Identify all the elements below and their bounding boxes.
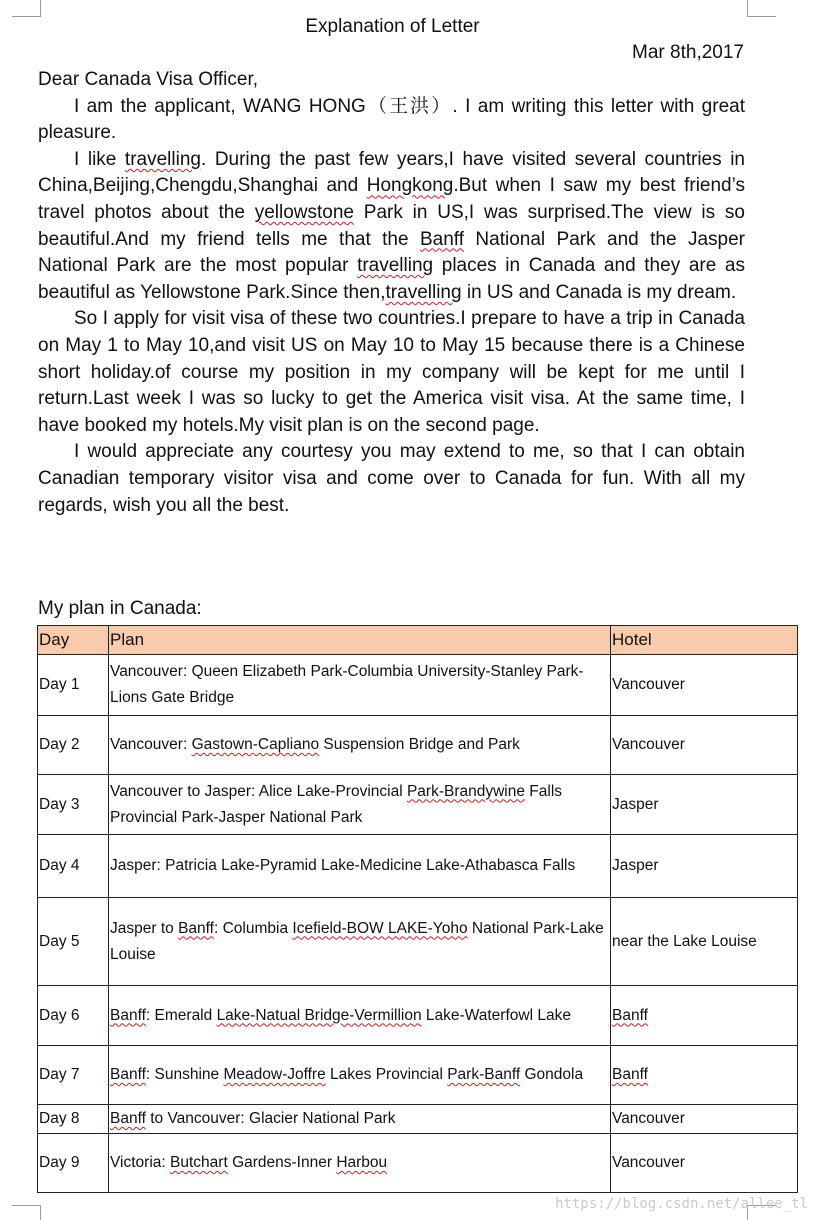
plan-cell bbox=[109, 986, 611, 1046]
plan-table bbox=[37, 625, 798, 1193]
hotel-cell bbox=[611, 1134, 798, 1193]
table-row bbox=[38, 716, 798, 775]
spellcheck-flagged-word: Park-Banff bbox=[447, 1066, 521, 1083]
plan-cell bbox=[109, 1134, 611, 1193]
day-cell: Day 4 bbox=[38, 835, 109, 898]
plan-cell bbox=[109, 898, 611, 986]
text-run: Falls Provincial Park-Jasper National Park bbox=[110, 782, 563, 826]
table-row bbox=[38, 655, 798, 716]
text-run: places in Canada and they are as beautiful as Yellowstone Park.Since then, bbox=[38, 255, 746, 303]
spellcheck-flagged-word: travelling bbox=[357, 255, 434, 277]
spellcheck-flagged-word: Hongkong bbox=[366, 175, 454, 197]
spellcheck-flagged-word: yellowstone bbox=[254, 201, 354, 223]
plan-cell bbox=[109, 1046, 611, 1105]
day-cell: Day 5 bbox=[38, 898, 109, 986]
table-row bbox=[38, 835, 798, 898]
spellcheck-flagged-word: Gastown-Capliano bbox=[191, 736, 320, 753]
spellcheck-flagged-word: Butchart bbox=[170, 1154, 228, 1171]
spellcheck-flagged-word: Harbou bbox=[336, 1154, 388, 1171]
spellcheck-flagged-word: Banff bbox=[110, 1006, 146, 1024]
text-run: in US and Canada is my dream. bbox=[461, 281, 737, 303]
text-run: Gardens-Inner bbox=[227, 1154, 337, 1171]
document-date: Mar 8th,2017 bbox=[632, 42, 744, 63]
hotel-cell bbox=[611, 1105, 798, 1134]
letter-paragraph-3: So I apply for visit visa of these two countries.I prepare to have a trip in Canada on May 1 to May 10,and visit US on May 10 to May 15 because there is a Chinese short holiday.of course my position in my company will be kept for me until I return.Last week I was so lucky to get the America visit visa. At the same time, I have booked my hotels.My visit plan is on the second page. bbox=[38, 308, 745, 436]
text-run: Jasper to bbox=[110, 919, 179, 937]
letter-paragraph-1: I am the applicant, WANG HONG（王洪）. I am writing this letter with great pleasure. bbox=[38, 95, 745, 144]
table-row bbox=[38, 1134, 798, 1193]
header-day: Day bbox=[38, 626, 109, 655]
day-cell: Day 9 bbox=[38, 1134, 109, 1193]
text-run: Vancouver: bbox=[110, 736, 192, 753]
hotel-cell bbox=[611, 835, 798, 898]
plan-cell bbox=[109, 716, 611, 775]
spellcheck-flagged-word: Banff bbox=[612, 1006, 648, 1024]
day-cell: Day 3 bbox=[38, 775, 109, 835]
watermark: https://blog.csdn.net/allee_tl bbox=[555, 1196, 808, 1212]
hotel-cell bbox=[611, 898, 798, 986]
text-run: .But when I saw my best friend’s travel photos about the bbox=[38, 175, 745, 223]
spellcheck-flagged-word: Banff bbox=[110, 1066, 146, 1083]
spellcheck-flagged-word: Banff bbox=[110, 1110, 146, 1127]
letter-body bbox=[38, 67, 745, 519]
text-run: Jasper bbox=[612, 795, 659, 813]
hotel-cell bbox=[611, 986, 798, 1046]
text-run: Jasper bbox=[612, 857, 659, 874]
letter-salutation: Dear Canada Visa Officer, bbox=[38, 69, 259, 90]
day-cell: Day 7 bbox=[38, 1046, 109, 1105]
spellcheck-flagged-word: Icefield-BOW LAKE-Yoho bbox=[292, 919, 468, 937]
text-run: Park in US,I was surprised.The view is so beautiful.And my friend tells me that the bbox=[38, 201, 745, 250]
text-run: Lake-Waterfowl Lake bbox=[421, 1006, 571, 1024]
hotel-cell bbox=[611, 655, 798, 716]
text-run: Vancouver bbox=[612, 736, 685, 753]
text-run: National Park-Lake Louise bbox=[110, 919, 604, 963]
table-row bbox=[38, 775, 798, 835]
text-run: Victoria: bbox=[110, 1154, 171, 1171]
day-cell: Day 2 bbox=[38, 716, 109, 775]
spellcheck-flagged-word: Banff bbox=[178, 919, 214, 937]
day-cell: Day 8 bbox=[38, 1105, 109, 1134]
page-corner-mark bbox=[12, 0, 41, 17]
text-run: Suspension Bridge and Park bbox=[319, 736, 520, 753]
text-run: Vancouver bbox=[612, 1110, 685, 1127]
hotel-cell bbox=[611, 775, 798, 835]
spellcheck-flagged-word: travelling bbox=[124, 148, 201, 170]
letter-paragraph-4: I would appreciate any courtesy you may extend to me, so that I can obtain Canadian temporary visitor visa and come over to Canada for fun. With all my regards, wish you all the best. bbox=[38, 441, 745, 516]
table-row bbox=[38, 1046, 798, 1105]
hotel-cell bbox=[611, 716, 798, 775]
text-run: : Sunshine bbox=[145, 1066, 224, 1083]
plan-title: My plan in Canada: bbox=[38, 598, 202, 619]
hotel-cell bbox=[611, 1046, 798, 1105]
letter-paragraph-2 bbox=[38, 147, 745, 307]
text-run: near the Lake Louise bbox=[612, 932, 757, 950]
page-corner-mark bbox=[12, 1205, 41, 1220]
spellcheck-flagged-word: travelling bbox=[385, 281, 462, 303]
document-title: Explanation of Letter bbox=[305, 16, 480, 37]
spellcheck-flagged-word: Meadow-Joffre bbox=[223, 1066, 326, 1083]
text-run: Jasper: Patricia Lake-Pyramid Lake-Medicine Lake-Athabasca Falls bbox=[110, 857, 576, 874]
plan-cell bbox=[109, 775, 611, 835]
text-run: Vancouver: Queen Elizabeth Park-Columbia University-Stanley Park-Lions Gate Bridge bbox=[110, 663, 584, 706]
spellcheck-flagged-word: Park-Brandywine bbox=[406, 782, 525, 800]
table-row bbox=[38, 1105, 798, 1134]
day-cell: Day 6 bbox=[38, 986, 109, 1046]
day-cell: Day 1 bbox=[38, 655, 109, 716]
table-row bbox=[38, 986, 798, 1046]
spellcheck-flagged-word: Banff bbox=[612, 1066, 648, 1083]
text-run: Vancouver bbox=[612, 1154, 685, 1171]
header-hotel: Hotel bbox=[611, 626, 798, 655]
text-run: Vancouver to Jasper: Alice Lake-Provincial bbox=[110, 782, 407, 800]
text-run: Lakes Provincial bbox=[325, 1066, 448, 1083]
text-run: National Park and the Jasper National Park are the most popular bbox=[38, 228, 746, 277]
text-run: : Emerald bbox=[145, 1006, 217, 1024]
plan-cell bbox=[109, 655, 611, 716]
header-plan: Plan bbox=[109, 626, 611, 655]
page-corner-mark bbox=[747, 0, 776, 17]
text-run: . During the past few years,I have visited several countries in China,Beijing,Chengdu,Shanghai and bbox=[38, 148, 745, 197]
spellcheck-flagged-word: Banff bbox=[419, 228, 465, 250]
plan-cell bbox=[109, 1105, 611, 1134]
text-run: to Vancouver: Glacier National Park bbox=[145, 1110, 396, 1127]
text-run: Gondola bbox=[520, 1066, 584, 1083]
text-run: : Columbia bbox=[213, 919, 293, 937]
spellcheck-flagged-word: Lake-Natual Bridge-Vermillion bbox=[216, 1006, 422, 1024]
table-header-row bbox=[38, 626, 798, 655]
table-row bbox=[38, 898, 798, 986]
text-run: I like bbox=[74, 148, 125, 170]
text-run: Vancouver bbox=[612, 676, 685, 693]
plan-cell bbox=[109, 835, 611, 898]
